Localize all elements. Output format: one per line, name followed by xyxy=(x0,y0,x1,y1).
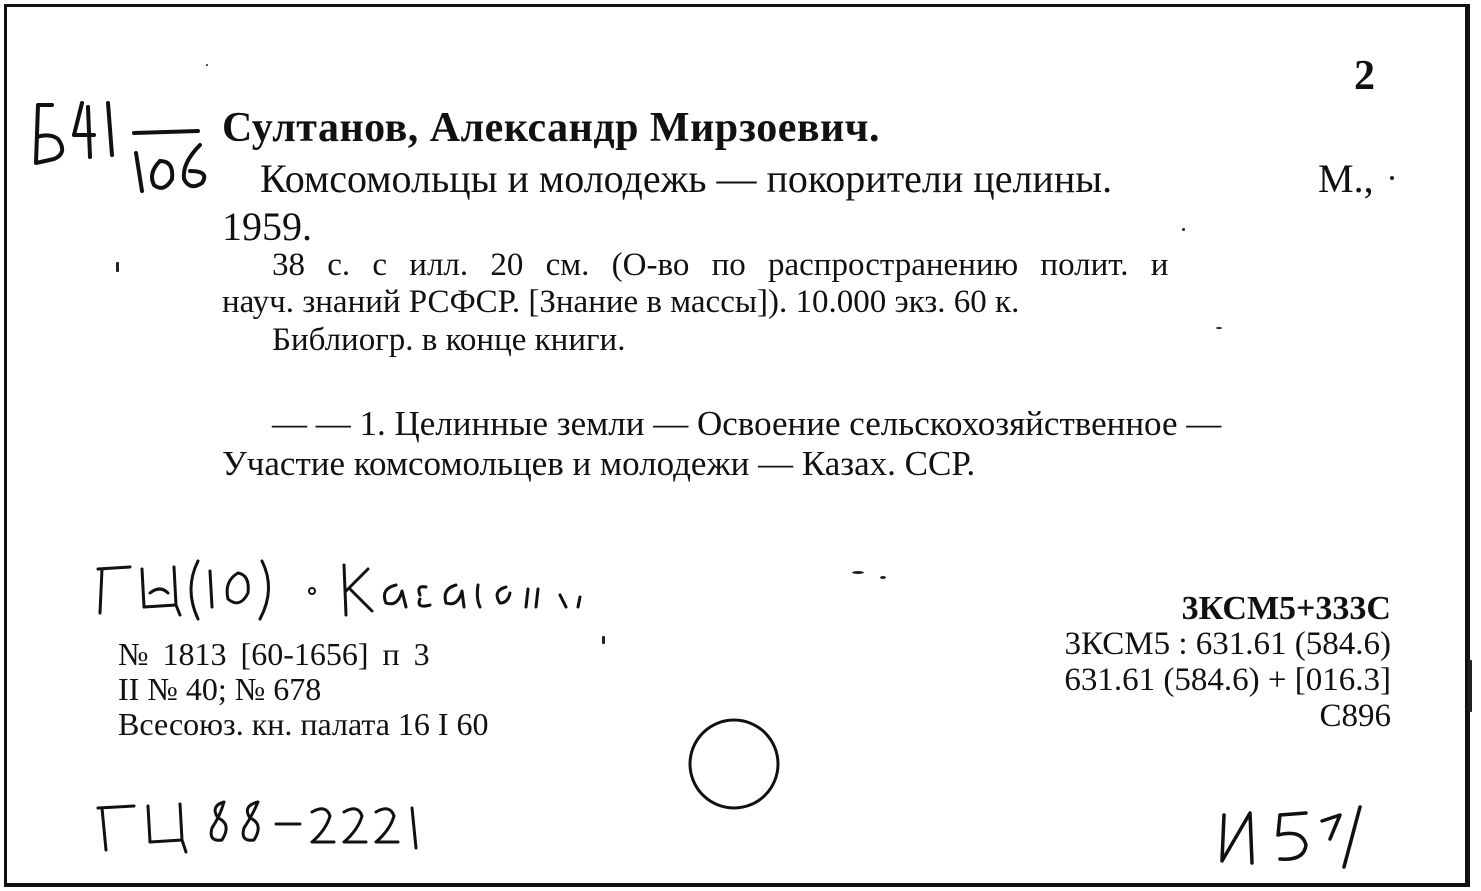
author-heading: Султанов, Александр Мирзоевич. xyxy=(222,105,880,151)
punch-hole xyxy=(686,712,786,812)
scan-speck xyxy=(852,571,864,574)
scan-speck xyxy=(116,262,119,272)
classification-code-4: С896 xyxy=(1319,698,1391,734)
page-number: 2 xyxy=(1354,53,1375,99)
handwritten-note-middle xyxy=(90,555,610,625)
subject-heading-line-2: Участие комсомольцев и молодежи — Казах. ССР. xyxy=(222,444,976,483)
scan-speck xyxy=(206,64,208,66)
handwritten-shelf-mark xyxy=(30,95,220,205)
title-line: Комсомольцы и молодежь — покорители целины. xyxy=(260,156,1113,201)
series-line: науч. знаний РСФСР. [Знание в массы]). 10.000 экз. 60 к. xyxy=(222,284,1020,320)
classification-code-1: 3КСМ5+333С xyxy=(1181,590,1391,627)
subject-heading-line-1: — — 1. Целинные земли — Освоение сельскохозяйственное — xyxy=(272,404,1222,443)
scan-speck xyxy=(1468,660,1472,712)
physical-description: 38 с. с илл. 20 см. (О-во по распространению полит. и xyxy=(272,247,1169,283)
handwritten-note-bottom-left xyxy=(90,790,440,865)
handwritten-note-bottom-right xyxy=(1210,795,1390,875)
bibliography-note: Библиогр. в конце книги. xyxy=(272,322,626,358)
classification-code-2: 3КСМ5 : 631.61 (584.6) xyxy=(1064,626,1391,662)
scan-speck xyxy=(1182,228,1185,231)
classification-code-3: 631.61 (584.6) + [016.3] xyxy=(1064,662,1391,698)
title-year: 1959. xyxy=(222,204,312,249)
record-number: № 1813 [60-1656] п 3 xyxy=(118,636,430,672)
scan-speck xyxy=(880,576,886,579)
scan-speck xyxy=(602,636,605,644)
book-chamber-note: Всесоюз. кн. палата 16 I 60 xyxy=(118,706,489,742)
scan-speck xyxy=(1390,176,1394,180)
scan-speck xyxy=(1216,327,1222,329)
title-place: М., xyxy=(1318,156,1374,201)
record-issue: II № 40; № 678 xyxy=(118,671,322,707)
